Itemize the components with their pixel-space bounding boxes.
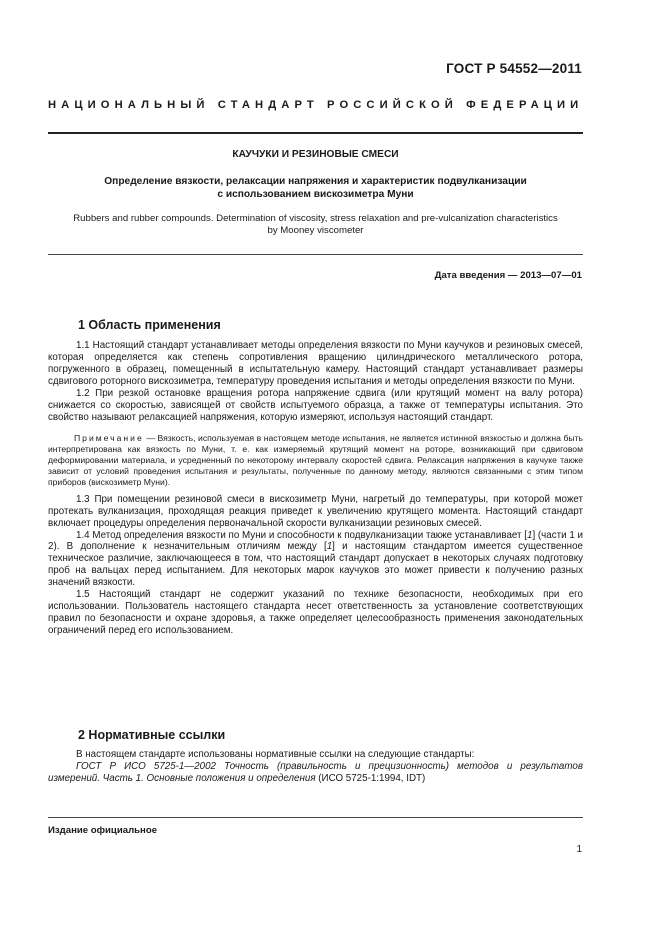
bibliography-ref-1-second[interactable]: 1 xyxy=(326,541,333,553)
section-2-heading: 2 Нормативные ссылки xyxy=(78,728,226,742)
paragraph-1-3: 1.3 При помещении резиновой смеси в вискозиметр Муни, нагретый до температуры, при которой может протекать вулканизация, проходящая реакция приведет к увеличению крутящего момента. Настоящий стандарт включает процедуры определения первоначальной скорости вулканизации резиновых смесей. xyxy=(48,493,583,529)
document-subtitle xyxy=(48,176,583,201)
p4-part-b: ] (части 1 и 2). В дополнение к незначительным отличиям между [ xyxy=(48,529,584,553)
subtitle-line-2: с использованием вискозиметра Муни xyxy=(217,188,414,200)
standard-code: ГОСТ Р 54552—2011 xyxy=(446,61,582,76)
subtitle-line-1: Определение вязкости, релаксации напряжения и характеристик подвулканизации xyxy=(104,176,527,187)
title-rule xyxy=(48,254,583,255)
national-standard-banner: НАЦИОНАЛЬНЫЙ СТАНДАРТ РОССИЙСКОЙ ФЕДЕРАЦИИ xyxy=(48,99,584,111)
paragraph-1-4 xyxy=(48,530,583,590)
p4-part-a: 1.4 Метод определения вязкости по Муни и способности к подвулканизации также устанавливает [ xyxy=(76,529,527,541)
paragraph-1-1: 1.1 Настоящий стандарт устанавливает методы определения вязкости по Муни каучуков и резиновых смесей, которая определяется как степень сопротивления вращению цилиндрического металлического ротора, погруженного в образец, помещенный в испытательную камеру. Настоящий стандарт устанавливает размеры сдвигового роторного вискозиметра, температуру проведения испытания и методы определения вязкости по Муни. xyxy=(48,340,583,387)
reference-iso: (ИСО 5725-1:1994, IDT) xyxy=(315,772,426,784)
note-body: — Вязкость, используемая в настоящем методе испытания, не является истинной вязкостью и должна быть интерпретирована как вязкость по Муни, т. е. как измеряемый крутящий момент на роторе, возникающий при сдвиговом деформировании материала, и усредненный по некоторому интервалу скоростей сдвига. Релаксация напряжения в каучуке также зависит от условий проведения испытания и результаты, полученные по данному методу, являются связанными с этим типом приборов (вискозиметр Муни). xyxy=(48,432,583,487)
document-title: КАУЧУКИ И РЕЗИНОВЫЕ СМЕСИ xyxy=(232,149,399,160)
paragraph-1-5: 1.5 Настоящий стандарт не содержит указаний по технике безопасности, необходимых при его использовании. Пользователь настоящего стандарта несет ответственность за установление соответствующих правил по безопасности и охране здоровья, а также определяет целесообразность применения законодательных ограничений перед его использованием. xyxy=(48,589,583,637)
p4-part-c: ] и настоящим стандартом имеется существенное техническое различие, заключающееся в том, что настоящий стандарт допускает в некоторых случаях подготовку проб на вальцах перед испытанием. Для некоторых марок каучуков это может привести к получению разных значений вязкости. xyxy=(48,541,583,589)
paragraph-2-intro: В настоящем стандарте использованы нормативные ссылки на следующие стандарты: xyxy=(76,749,475,760)
section-1-heading: 1 Область применения xyxy=(78,318,221,332)
header-rule xyxy=(48,132,583,134)
section-2-body xyxy=(48,749,583,785)
page-number: 1 xyxy=(576,844,582,855)
footer-rule xyxy=(48,817,583,818)
reference-title: ГОСТ Р ИСО 5725-1—2002 Точность (правильность и прецизионность) методов и результатов измерений. Часть 1. Основные положения и определения xyxy=(48,760,583,784)
english-title: Rubbers and rubber compounds. Determination of viscosity, stress relaxation and pre-vulcanization characteristics by Mooney viscometer xyxy=(73,213,558,236)
official-edition-label: Издание официальное xyxy=(48,825,158,836)
introduction-date: Дата введения — 2013—07—01 xyxy=(434,270,582,281)
paragraph-1-2: 1.2 При резкой остановке вращения ротора напряжение сдвига (или крутящий момент на валу ротора) снижается со скоростью, зависящей от свойств испытуемого образца, а также от температуры испытания. Это свойство называют релаксацией напряжения, которую измеряют, используя настоящий стандарт. xyxy=(48,387,583,423)
note-text xyxy=(48,433,583,488)
note-label: Примечание xyxy=(74,432,144,443)
note xyxy=(48,433,583,488)
section-1-body xyxy=(48,340,583,637)
bibliography-ref-1[interactable]: 1 xyxy=(527,529,533,541)
normative-reference xyxy=(48,761,583,785)
